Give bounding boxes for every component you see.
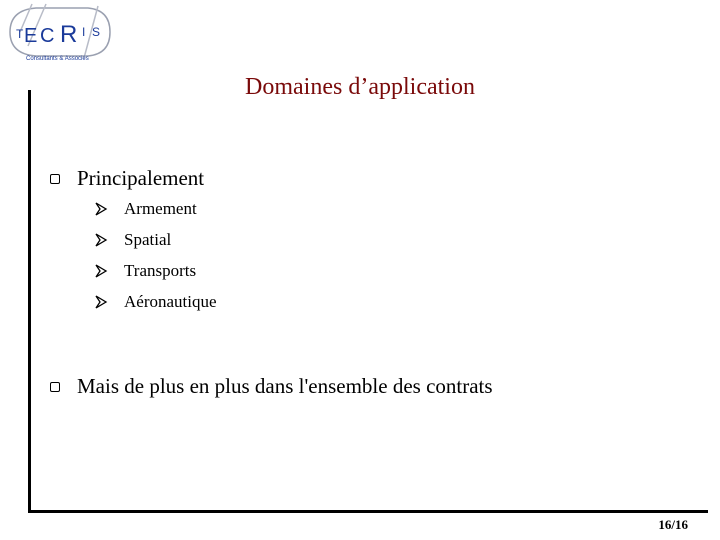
- tecris-logo: [2, 2, 114, 62]
- sub-bullet-armement: [94, 199, 197, 219]
- main-bullet-label: Principalement: [77, 166, 205, 190]
- square-bullet-icon: [50, 382, 60, 392]
- logo-letter-e: E: [24, 25, 38, 47]
- arrow-bullet-icon: [94, 233, 108, 247]
- frame-left-border: [28, 90, 31, 513]
- arrow-bullet-icon: [94, 264, 108, 278]
- logo-letter-s: S: [92, 25, 101, 39]
- sub-bullet-transports: [94, 261, 196, 281]
- arrow-bullet-icon: [94, 295, 108, 309]
- sub-bullet-aeronautique: [94, 292, 217, 312]
- sub-bullet-label: Aéronautique: [124, 292, 217, 311]
- logo-letter-c: C: [40, 25, 55, 47]
- sub-bullet-spatial: [94, 230, 171, 250]
- frame-bottom-border: [28, 510, 708, 513]
- logo-letter-r: R: [60, 21, 78, 48]
- main-bullet-principalement: [50, 166, 204, 191]
- sub-bullet-label: Armement: [124, 199, 197, 218]
- arrow-bullet-icon: [94, 202, 108, 216]
- sub-bullet-label: Spatial: [124, 230, 172, 249]
- square-bullet-icon: [50, 174, 60, 184]
- logo-letter-t: T: [16, 27, 24, 41]
- logo-letter-i: I: [82, 25, 86, 39]
- main-bullet-label: Mais de plus en plus dans l'ensemble des contrats: [77, 374, 493, 398]
- page-number: 16/16: [658, 517, 688, 532]
- sub-bullet-label: Transports: [124, 261, 197, 280]
- main-bullet-contrats: [50, 374, 493, 399]
- logo-tagline: Consultants & Associés: [26, 56, 89, 62]
- tecris-logo-graphic: [2, 2, 114, 62]
- slide-title: Domaines d’application: [245, 74, 475, 100]
